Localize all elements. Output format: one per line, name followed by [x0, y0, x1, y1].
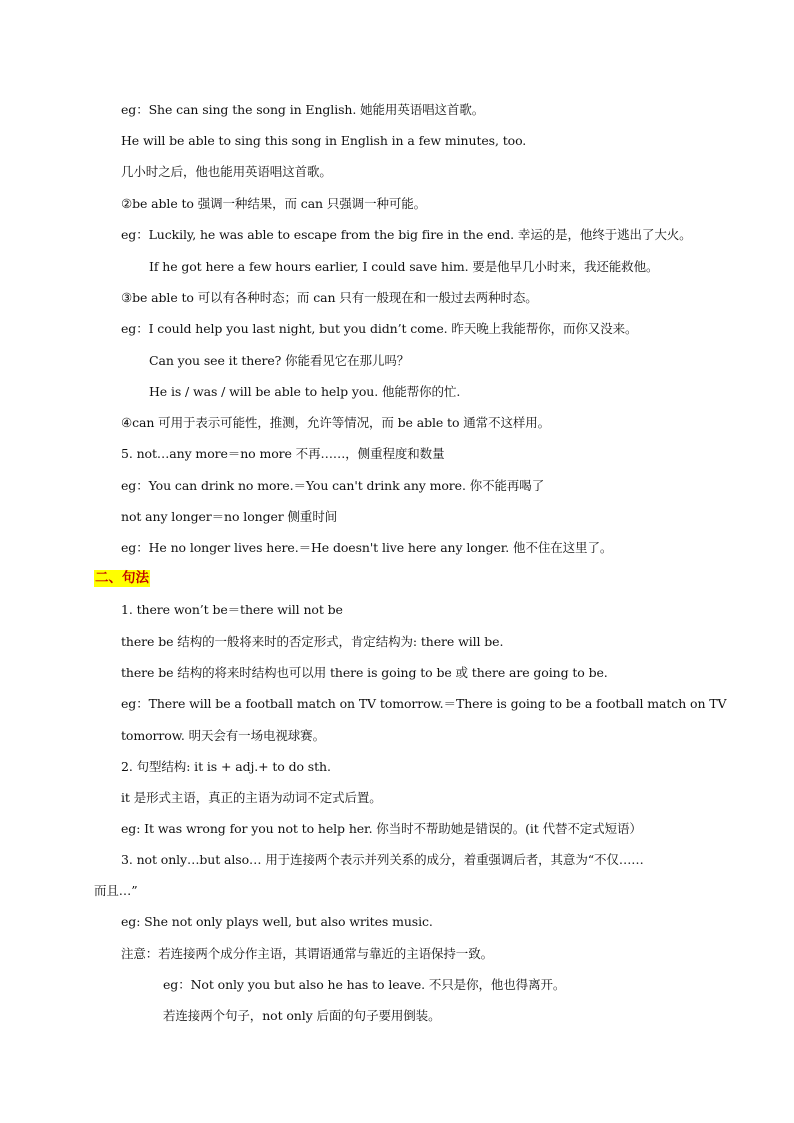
- text-line: eg: She not only plays well, but also writes music.: [121, 914, 433, 929]
- text-line: eg：There will be a football match on TV tomorrow.＝There is going to be a football match on TV: [121, 696, 727, 711]
- text-line: not any longer＝no longer 侧重时间: [121, 509, 338, 524]
- text-line: 5. not…any more＝no more 不再……，侧重程度和数量: [121, 446, 445, 461]
- text-line: ②be able to 强调一种结果，而 can 只强调一种可能。: [121, 196, 427, 211]
- text-line: 3. not only…but also… 用于连接两个表示并列关系的成分，着重强调后者，其意为“不仅……: [121, 852, 644, 867]
- text-line: there be 结构的一般将来时的否定形式，肯定结构为: there will be.: [121, 634, 504, 649]
- text-line: ③be able to 可以有各种时态；而 can 只有一般现在和一般过去两种时态。: [121, 290, 538, 305]
- text-line: eg：Not only you but also he has to leave. 不只是你，他也得离开。: [163, 977, 566, 992]
- text-line: it 是形式主语，真正的主语为动词不定式后置。: [121, 790, 382, 805]
- text-line: He will be able to sing this song in English in a few minutes, too.: [121, 133, 527, 148]
- text-line: tomorrow. 明天会有一场电视球赛。: [121, 728, 325, 743]
- text-line: If he got here a few hours earlier, I could save him. 要是他早几小时来，我还能救他。: [149, 259, 659, 274]
- text-line: 2. 句型结构: it is + adj.+ to do sth.: [121, 759, 331, 774]
- text-line: eg：I could help you last night, but you didn’t come. 昨天晚上我能帮你，而你又没来。: [121, 321, 638, 336]
- text-line: eg：She can sing the song in English. 她能用英语唱这首歌。: [121, 102, 485, 117]
- text-line: ④can 可用于表示可能性，推测，允许等情况，而 be able to 通常不这样用。: [121, 415, 551, 430]
- text-line: eg: It was wrong for you not to help her. 你当时不帮助她是错误的。(it 代替不定式短语）: [121, 821, 642, 836]
- text-line: 注意：若连接两个成分作主语，其谓语通常与靠近的主语保持一致。: [121, 946, 494, 961]
- text-line: 而且…”: [94, 883, 138, 898]
- text-line: eg：He no longer lives here.＝He doesn't live here any longer. 他不住在这里了。: [121, 540, 613, 555]
- text-line: eg：You can drink no more.＝You can't drink any more. 你不能再喝了: [121, 478, 545, 493]
- section-heading: 二、句法: [95, 570, 149, 586]
- text-line: He is / was / will be able to help you. 他能帮你的忙.: [149, 384, 461, 399]
- text-line: eg：Luckily, he was able to escape from the big fire in the end. 幸运的是，他终于逃出了大火。: [121, 227, 692, 242]
- text-line: Can you see it there? 你能看见它在那儿吗？: [149, 353, 410, 368]
- text-line: 几小时之后，他也能用英语唱这首歌。: [121, 164, 332, 179]
- text-line: 1. there won’t be＝there will not be: [121, 602, 343, 617]
- text-line: 若连接两个句子，not only 后面的句子要用倒装。: [163, 1008, 441, 1023]
- text-line: there be 结构的将来时结构也可以用 there is going to be 或 there are going to be.: [121, 665, 608, 680]
